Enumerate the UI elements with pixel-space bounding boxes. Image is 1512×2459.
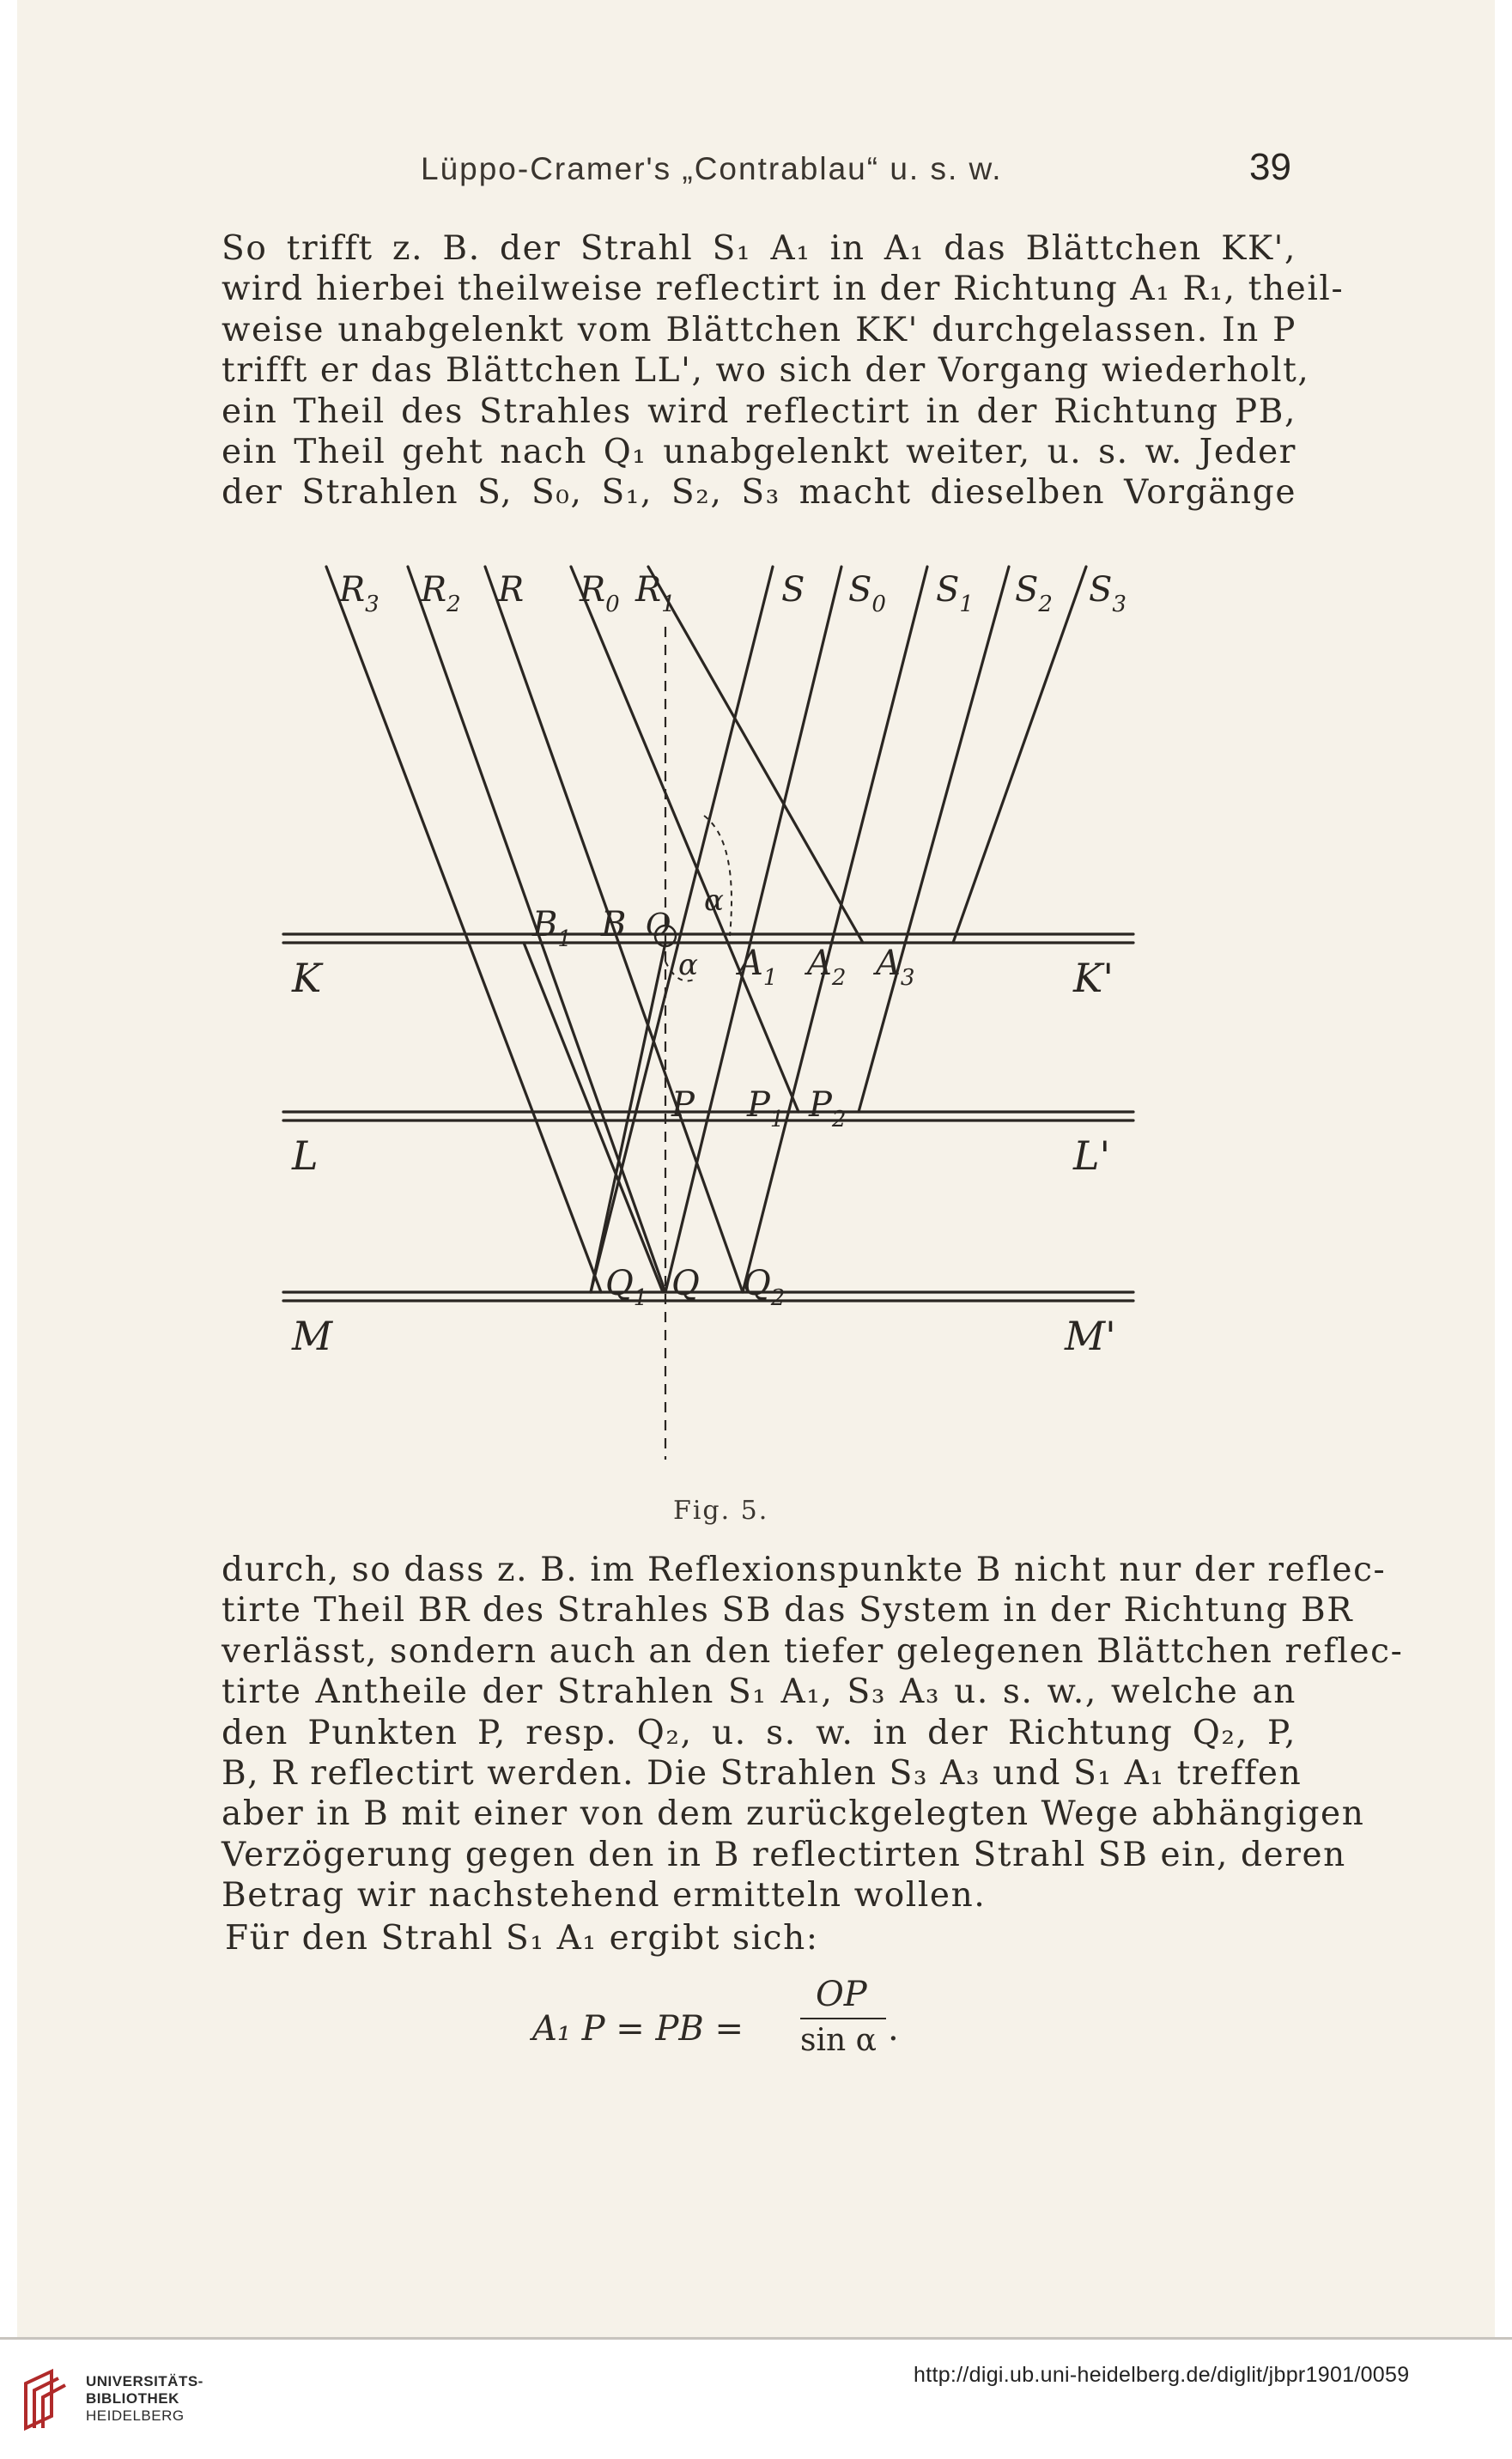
text-line: B, R reflectirt werden. Die Strahlen S₃ A₃ und S₁ A₁ treffen bbox=[222, 1754, 1303, 1794]
text-line: den Punkten P, resp. Q₂, u. s. w. in der Richtung Q₂, P, bbox=[222, 1713, 1296, 1752]
ray-internal-2 bbox=[591, 943, 665, 1292]
footer-bar bbox=[0, 2337, 1512, 2459]
footer-divider bbox=[0, 2337, 1512, 2340]
paragraph-3 bbox=[225, 1918, 912, 1958]
text-line: tirte Theil BR des Strahles SB das System in der Richtung BR bbox=[222, 1591, 1354, 1630]
library-line-3: HEIDELBERG bbox=[86, 2407, 185, 2424]
formula bbox=[532, 1975, 927, 2069]
label-S: S bbox=[781, 570, 805, 610]
text-line: So trifft z. B. der Strahl S₁ A₁ in A₁ das Blättchen KK', bbox=[222, 229, 1296, 268]
ray-S3 bbox=[953, 567, 1086, 943]
ray-internal-1 bbox=[524, 943, 663, 1292]
figure-caption: Fig. 5. bbox=[673, 1496, 769, 1526]
label-Q: Q bbox=[671, 1264, 700, 1303]
library-logo-icon bbox=[17, 2366, 76, 2435]
text-line: der Strahlen S, S₀, S₁, S₂, S₃ macht dieselben Vorgänge bbox=[222, 473, 1296, 513]
text-line: weise unabgelenkt vom Blättchen KK' durchgelassen. In P bbox=[222, 310, 1296, 349]
text-line: tirte Antheile der Strahlen S₁ A₁, S₃ A₃ u. s. w., welche an bbox=[222, 1673, 1296, 1712]
label-P1: $P_1$ bbox=[747, 1085, 785, 1132]
text-line: Für den Strahl S₁ A₁ ergibt sich: bbox=[225, 1919, 819, 1958]
ray-S0 bbox=[665, 567, 841, 1292]
paragraph-1 bbox=[222, 228, 1345, 513]
label-R1: $R_1$ bbox=[635, 570, 676, 617]
formula-denominator: sin α bbox=[800, 2023, 877, 2058]
label-alpha-lower: α bbox=[678, 948, 698, 982]
library-line-1: UNIVERSITÄTS- bbox=[86, 2373, 203, 2389]
label-S2: $S_2$ bbox=[1015, 570, 1053, 617]
label-L-prime: L' bbox=[1073, 1132, 1111, 1179]
library-line-2: BIBLIOTHEK bbox=[86, 2390, 179, 2407]
page-number: 39 bbox=[1249, 146, 1291, 188]
ray-R1 bbox=[648, 567, 863, 943]
ray-S1 bbox=[743, 567, 927, 1292]
label-P2: $P_2$ bbox=[809, 1085, 847, 1132]
text-line: aber in B mit einer von dem zurückgelegten Wege abhängigen bbox=[222, 1794, 1365, 1834]
label-O: O bbox=[646, 908, 671, 944]
formula-lhs: A₁ P = PB = bbox=[532, 2009, 744, 2049]
label-R0: $R_0$ bbox=[580, 570, 620, 617]
formula-numerator: OP bbox=[816, 1975, 867, 2014]
ray-R0 bbox=[571, 567, 799, 1112]
label-K-prime: K' bbox=[1073, 955, 1114, 1001]
label-Q1: $Q_1$ bbox=[605, 1264, 648, 1311]
label-K: K bbox=[292, 955, 322, 1001]
source-url: http://digi.ub.uni-heidelberg.de/diglit/jbpr1901/0059 bbox=[914, 2363, 1410, 2387]
text-line: wird hierbei theilweise reflectirt in der Richtung A₁ R₁, theil- bbox=[222, 270, 1345, 309]
figure-5-ray-diagram bbox=[275, 558, 1159, 1468]
label-B: B bbox=[601, 905, 627, 944]
label-M-prime: M' bbox=[1065, 1313, 1116, 1359]
label-A1: $A_1$ bbox=[738, 944, 778, 991]
label-Q2: $Q_2$ bbox=[743, 1264, 786, 1311]
label-R2: $R_2$ bbox=[421, 570, 461, 617]
label-A3: $A_3$ bbox=[876, 944, 915, 991]
label-L: L bbox=[292, 1132, 319, 1179]
text-line: durch, so dass z. B. im Reflexionspunkte B nicht nur der reflec- bbox=[222, 1551, 1387, 1589]
label-S0: $S_0$ bbox=[848, 570, 886, 617]
label-P: P bbox=[671, 1085, 695, 1125]
text-line: verlässt, sondern auch an den tiefer gelegenen Blättchen reflec- bbox=[222, 1631, 1404, 1671]
paragraph-2 bbox=[222, 1550, 1404, 1916]
text-line: ein Theil geht nach Q₁ unabgelenkt weiter, u. s. w. Jeder bbox=[222, 433, 1296, 472]
running-title: Lüppo-Cramer's „Contrablau“ u. s. w. bbox=[421, 151, 1003, 186]
label-B1: $B_1$ bbox=[532, 905, 572, 952]
label-A2: $A_2$ bbox=[807, 944, 847, 991]
label-S1: $S_1$ bbox=[936, 570, 974, 617]
library-name bbox=[86, 2373, 203, 2425]
label-M: M bbox=[292, 1313, 333, 1359]
label-R3: $R_3$ bbox=[339, 570, 380, 617]
text-line: Verzögerung gegen den in B reflectirten Strahl SB ein, deren bbox=[222, 1835, 1346, 1874]
formula-fraction-bar bbox=[800, 2018, 886, 2019]
ray-S2 bbox=[859, 567, 1009, 1112]
formula-end: . bbox=[888, 2009, 899, 2049]
text-line: ein Theil des Strahles wird reflectirt in der Richtung PB, bbox=[222, 392, 1296, 431]
label-R: R bbox=[498, 570, 525, 610]
label-alpha-upper: α bbox=[704, 883, 724, 918]
text-line: Betrag wir nachstehend ermitteln wollen. bbox=[222, 1876, 987, 1916]
label-S3: $S_3$ bbox=[1089, 570, 1126, 617]
text-line: trifft er das Blättchen LL', wo sich der Vorgang wiederholt, bbox=[222, 351, 1310, 391]
